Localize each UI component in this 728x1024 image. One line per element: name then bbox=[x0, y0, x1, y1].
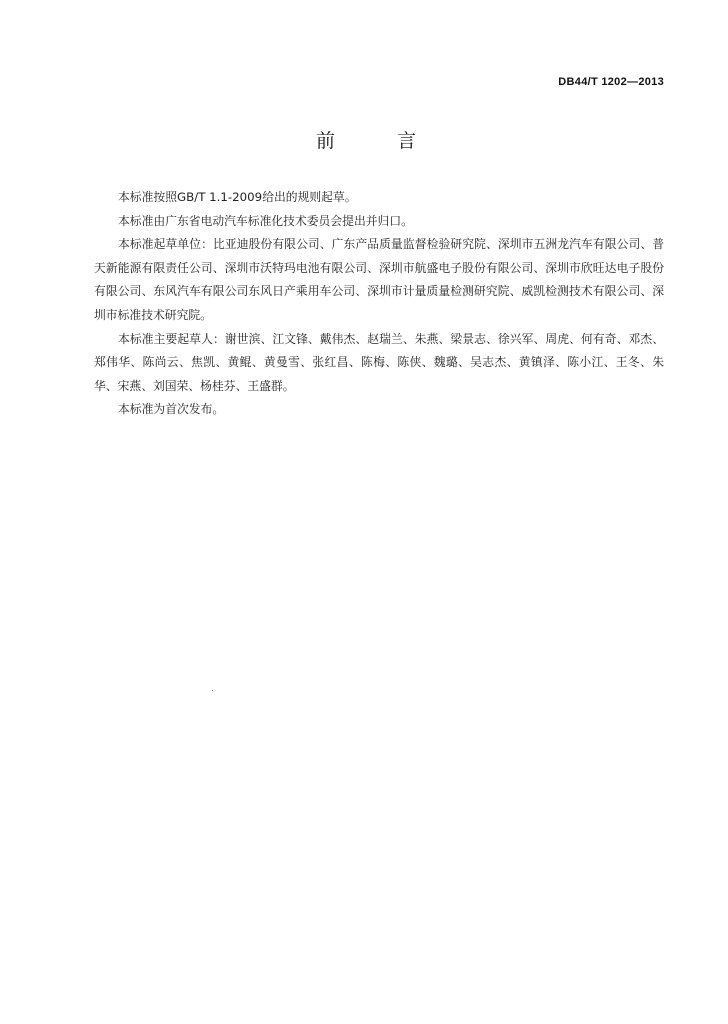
paragraph-first-release: 本标准为首次发布。 bbox=[118, 402, 225, 417]
scan-speck bbox=[212, 690, 213, 691]
document-code: DB44/T 1202—2013 bbox=[558, 76, 664, 88]
paragraph-drafters: 本标准主要起草人：谢世滨、江文锋、戴伟杰、赵瑞兰、朱燕、梁景志、徐兴军、周虎、何有奇、邓杰、郑伟华、陈尚云、焦凯、黄鲲、黄曼雪、张红昌、陈梅、陈侠、魏璐、吴志杰、黄镇泽、陈小江、王冬、朱华、宋燕、刘国荣、杨桂芬、王盛群。 bbox=[94, 331, 664, 393]
paragraph-drafting-units: 本标准起草单位：比亚迪股份有限公司、广东产品质量监督检验研究院、深圳市五洲龙汽车有限公司、普天新能源有限责任公司、深圳市沃特玛电池有限公司、深圳市航盛电子股份有限公司、深圳市欣旺达电子股份有限公司、东风汽车有限公司东风日产乘用车公司、深圳市计量质量检测研究院、威凯检测技术有限公司、深圳市标准技术研究院。 bbox=[94, 237, 664, 322]
page-title: 前 言 bbox=[315, 130, 445, 152]
foreword-body bbox=[94, 186, 664, 422]
paragraph-proposer: 本标准由广东省电动汽车标准化技术委员会提出并归口。 bbox=[118, 213, 413, 228]
paragraph-drafting-rules: 本标准按照GB/T 1.1-2009给出的规则起草。 bbox=[118, 190, 357, 204]
